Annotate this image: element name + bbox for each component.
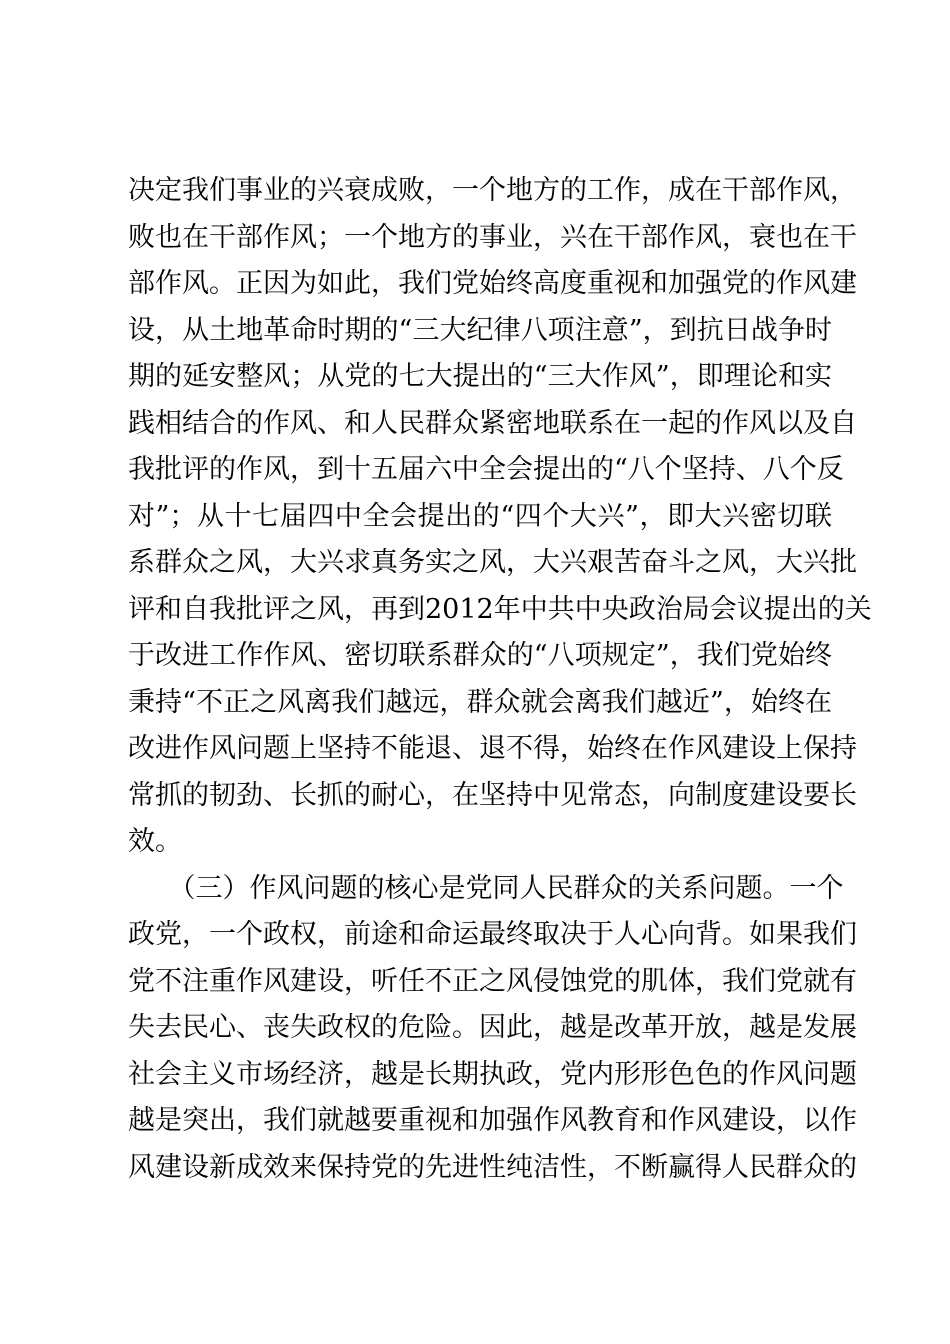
text-line: 践相结合的作风、和人民群众紧密地联系在一起的作风以及自	[128, 407, 857, 439]
body-text	[128, 168, 872, 1191]
text-line: 系群众之风，大兴求真务实之风，大兴艰苦奋斗之风，大兴批	[128, 547, 857, 578]
text-line: 设，从土地革命时期的“三大纪律八项注意”，到抗日战争时	[128, 314, 832, 346]
text-line: 失去民心、丧失政权的危险。因此，越是改革开放，越是发展	[128, 1012, 857, 1043]
text-line: 对”；从十七届四中全会提出的“四个大兴”，即大兴密切联	[128, 500, 832, 532]
text-line: 期的延安整风；从党的七大提出的“三大作风”，即理论和实	[128, 361, 832, 392]
text-line: 风建设新成效来保持党的先进性纯洁性，不断赢得人民群众的	[128, 1151, 857, 1183]
text-line: 于改进工作作风、密切联系群众的“八项规定”，我们党始终	[128, 640, 832, 671]
text-line: 我批评的作风，到十五届六中全会提出的“八个坚持、八个反	[128, 454, 844, 485]
text-line: 败也在干部作风；一个地方的事业，兴在干部作风，衰也在干	[128, 221, 857, 253]
text-line: 改进作风问题上坚持不能退、退不得，始终在作风建设上保持	[128, 733, 857, 764]
text-line: 部作风。正因为如此，我们党始终高度重视和加强党的作风建	[128, 268, 857, 299]
text-line: 秉持“不正之风离我们越远，群众就会离我们越近”，始终在	[128, 686, 832, 718]
text-line: 常抓的韧劲、长抓的耐心，在坚持中见常态，向制度建设要长	[128, 779, 857, 811]
text-line: 评和自我批评之风，再到2012年中共中央政治局会议提出的关	[128, 593, 872, 625]
text-line: 政党，一个政权，前途和命运最终取决于人心向背。如果我们	[128, 919, 857, 950]
text-line: 效。	[128, 826, 182, 857]
text-line: 社会主义市场经济，越是长期执政，党内形形色色的作风问题	[128, 1058, 857, 1090]
text-line: 党不注重作风建设，听任不正之风侵蚀党的肌体，我们党就有	[128, 965, 857, 997]
text-line: （三）作风问题的核心是党同人民群众的关系问题。一个	[128, 872, 844, 904]
text-line: 决定我们事业的兴衰成败，一个地方的工作，成在干部作风，	[128, 175, 857, 206]
paragraph-1	[128, 168, 872, 866]
text-line: 越是突出，我们就越要重视和加强作风教育和作风建设，以作	[128, 1105, 857, 1136]
paragraph-2	[128, 866, 857, 1192]
